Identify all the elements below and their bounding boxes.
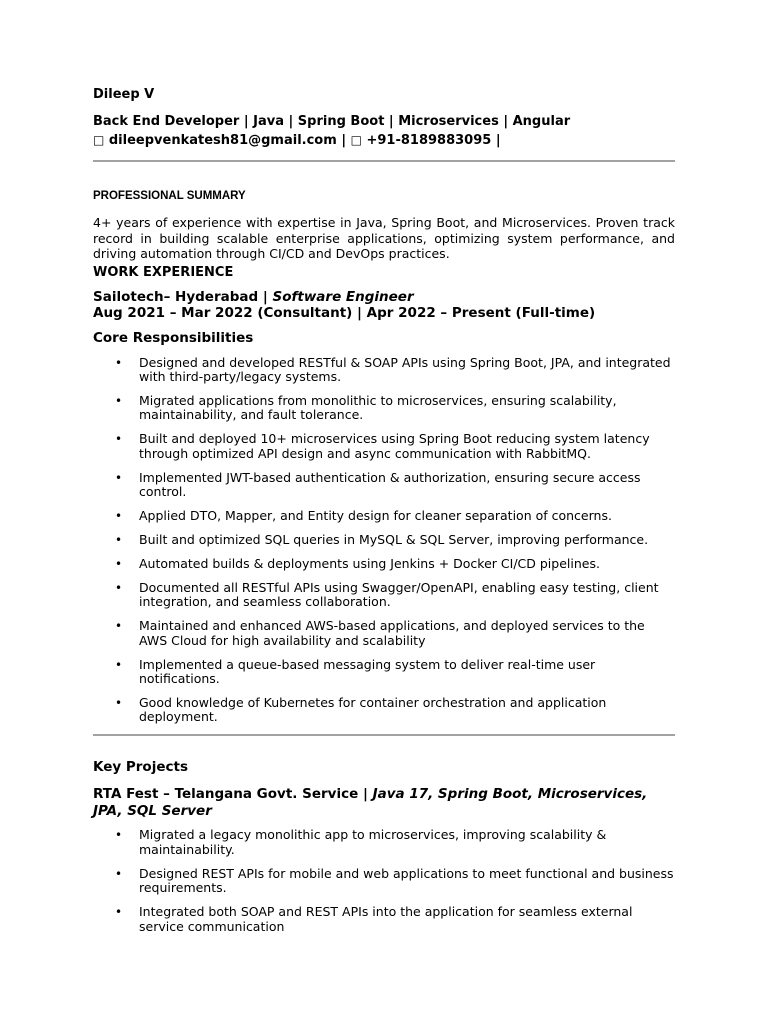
bullet-icon: • (115, 556, 123, 571)
list-item (93, 557, 675, 572)
list-item-text: Implemented a queue-based messaging system to deliver real-time user notifications. (139, 656, 596, 687)
company-name: Sailotech– Hyderabad | (93, 288, 273, 305)
list-item (93, 828, 675, 857)
resume-content (93, 86, 675, 943)
list-item-text: Maintained and enhanced AWS-based applications, and deployed services to the AWS Cloud for high availability and scalability (139, 618, 645, 648)
list-item-text: Documented all RESTful APIs using Swagger/OpenAPI, enabling easy testing, client integration, and seamless collaboration. (139, 579, 659, 610)
candidate-name: Dileep V (93, 87, 155, 102)
email-address[interactable]: dileepvenkatesh81@gmail.com (108, 133, 337, 148)
bullet-icon: • (115, 657, 123, 672)
project-stack: Java 17, Spring Boot, Microservices, JPA, SQL Server (93, 786, 648, 819)
project-title-line (93, 786, 675, 819)
list-item-text: Built and optimized SQL queries in MySQL & SQL Server, improving performance. (139, 531, 649, 547)
bullet-icon: • (115, 828, 123, 843)
email-icon: □ (93, 133, 105, 147)
list-item (93, 471, 675, 500)
list-item (93, 619, 675, 648)
key-projects-heading: Key Projects (93, 759, 188, 776)
phone-number[interactable]: +91-8189883095 | (366, 133, 501, 148)
bullet-icon: • (115, 695, 123, 710)
work-experience-heading: WORK EXPERIENCE (93, 264, 234, 280)
list-item-text: Designed REST APIs for mobile and web applications to meet functional and business requirements. (139, 865, 674, 896)
phone-icon: □ (350, 133, 362, 147)
bullet-icon: • (115, 509, 123, 524)
list-item (93, 509, 675, 524)
bullet-icon: • (115, 866, 123, 881)
list-item (93, 394, 675, 423)
list-item (93, 905, 675, 934)
list-item-text: Built and deployed 10+ microservices using Spring Boot reducing system latency through optimized API design and async communication with RabbitMQ. (139, 431, 650, 461)
bullet-icon: • (115, 580, 123, 595)
summary-text: 4+ years of experience with expertise in Java, Spring Boot, and Microservices. Proven track record in building scalable enterprise applications, optimizing system performance, and driving automation through CI/CD and DevOps practices. (93, 215, 675, 261)
contact-line (93, 131, 675, 150)
bullet-icon: • (115, 905, 123, 920)
bullet-icon: • (115, 619, 123, 634)
job-title-line (93, 289, 675, 305)
project-bullets (93, 828, 675, 934)
list-item-text: Implemented JWT-based authentication & authorization, ensuring secure access control. (139, 469, 641, 500)
summary-heading: PROFESSIONAL SUMMARY (93, 190, 246, 202)
list-item-text: Automated builds & deployments using Jenkins + Docker CI/CD pipelines. (139, 555, 600, 571)
list-item (93, 658, 675, 687)
list-item (93, 356, 675, 385)
list-item (93, 696, 675, 725)
responsibilities-heading: Core Responsibilities (93, 329, 254, 346)
bullet-icon: • (115, 432, 123, 447)
list-item-text: Migrated a legacy monolithic app to microservices, improving scalability & maintainability. (139, 827, 607, 857)
bullet-icon: • (115, 532, 123, 547)
bullet-icon: • (115, 355, 123, 370)
job-dates: Aug 2021 – Mar 2022 (Consultant) | Apr 2022 – Present (Full-time) (93, 304, 596, 321)
contact-separator: | (341, 133, 347, 148)
list-item-text: Designed and developed RESTful & SOAP APIs using Spring Boot, JPA, and integrated with third-party/legacy systems. (139, 354, 671, 384)
list-item (93, 533, 675, 548)
list-item (93, 432, 675, 461)
list-item-text: Migrated applications from monolithic to microservices, ensuring scalability, maintainability, and fault tolerance. (139, 392, 617, 423)
list-item (93, 581, 675, 610)
candidate-headline: Back End Developer | Java | Spring Boot | Microservices | Angular (93, 114, 571, 129)
list-item (93, 867, 675, 896)
list-item-text: Good knowledge of Kubernetes for container orchestration and application deployment. (139, 694, 607, 725)
job-role: Software Engineer (272, 288, 414, 305)
project-name: RTA Fest – Telangana Govt. Service | (93, 786, 373, 803)
list-item-text: Applied DTO, Mapper, and Entity design for cleaner separation of concerns. (139, 508, 612, 524)
list-item-text: Integrated both SOAP and REST APIs into the application for seamless external service communication (139, 904, 633, 934)
header-divider (93, 160, 675, 162)
bullet-icon: • (115, 393, 123, 408)
responsibilities-list (93, 356, 675, 725)
section-divider (93, 734, 675, 736)
bullet-icon: • (115, 470, 123, 485)
